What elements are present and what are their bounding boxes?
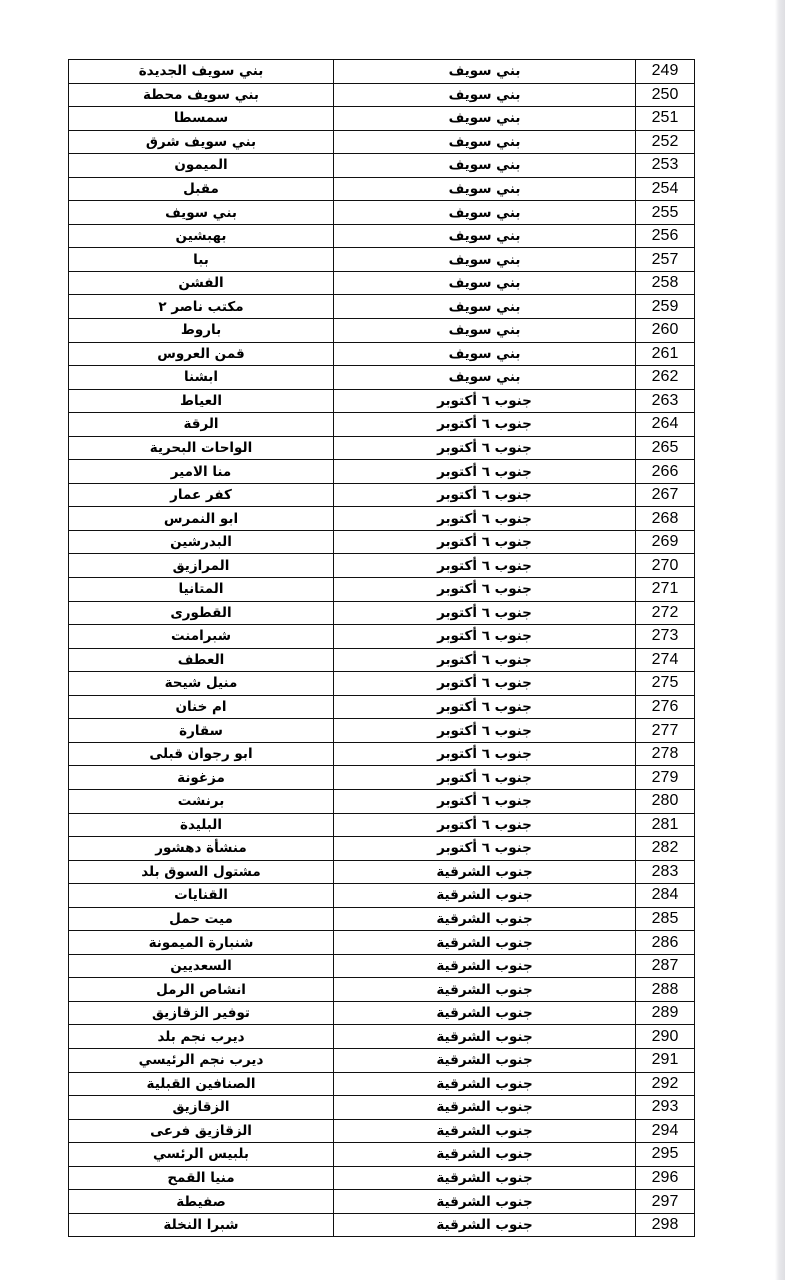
row-number-cell: 260 [636,319,695,343]
row-number-cell: 265 [636,436,695,460]
region-cell: بني سويف [334,248,636,272]
region-cell: جنوب ٦ أكتوبر [334,389,636,413]
row-number-cell: 287 [636,954,695,978]
row-number-cell: 272 [636,601,695,625]
office-name-cell: ببا [69,248,334,272]
table-row [69,625,695,649]
office-name-cell: منشأة دهشور [69,837,334,861]
table-row [69,1001,695,1025]
office-name-cell: الفشن [69,271,334,295]
row-number-cell: 286 [636,931,695,955]
row-number-cell: 262 [636,366,695,390]
table-row [69,60,695,84]
office-name-cell: سمسطا [69,107,334,131]
table-row [69,366,695,390]
table-row [69,1096,695,1120]
row-number-cell: 267 [636,483,695,507]
office-name-cell: ديرب نجم بلد [69,1025,334,1049]
region-cell: بني سويف [334,83,636,107]
row-number-cell: 251 [636,107,695,131]
row-number-cell: 295 [636,1143,695,1167]
table-row [69,601,695,625]
region-cell: جنوب ٦ أكتوبر [334,789,636,813]
office-name-cell: ابو النمرس [69,507,334,531]
row-number-cell: 275 [636,672,695,696]
table-row [69,837,695,861]
table-row [69,695,695,719]
row-number-cell: 285 [636,907,695,931]
table-row [69,766,695,790]
table-row [69,1213,695,1237]
region-cell: بني سويف [334,154,636,178]
office-name-cell: شنبارة الميمونة [69,931,334,955]
row-number-cell: 249 [636,60,695,84]
row-number-cell: 264 [636,413,695,437]
row-number-cell: 250 [636,83,695,107]
region-cell: جنوب ٦ أكتوبر [334,672,636,696]
office-name-cell: بهبشين [69,224,334,248]
region-cell: جنوب الشرقية [334,1025,636,1049]
region-cell: جنوب الشرقية [334,978,636,1002]
region-cell: بني سويف [334,271,636,295]
office-name-cell: سقارة [69,719,334,743]
row-number-cell: 288 [636,978,695,1002]
table-row [69,907,695,931]
table-row [69,319,695,343]
row-number-cell: 270 [636,554,695,578]
table-row [69,978,695,1002]
region-cell: بني سويف [334,342,636,366]
table-row [69,578,695,602]
office-name-cell: البليدة [69,813,334,837]
region-cell: بني سويف [334,201,636,225]
row-number-cell: 283 [636,860,695,884]
region-cell: بني سويف [334,319,636,343]
office-name-cell: القطورى [69,601,334,625]
table-row [69,884,695,908]
region-cell: جنوب ٦ أكتوبر [334,625,636,649]
table-row [69,1048,695,1072]
row-number-cell: 294 [636,1119,695,1143]
office-name-cell: باروط [69,319,334,343]
office-name-cell: صفيطة [69,1190,334,1214]
region-cell: بني سويف [334,107,636,131]
office-name-cell: ام خنان [69,695,334,719]
office-name-cell: شبرا النخلة [69,1213,334,1237]
table-row [69,201,695,225]
region-cell: جنوب ٦ أكتوبر [334,530,636,554]
region-cell: بني سويف [334,366,636,390]
row-number-cell: 273 [636,625,695,649]
table-row [69,389,695,413]
office-name-cell: بني سويف محطة [69,83,334,107]
row-number-cell: 289 [636,1001,695,1025]
table-row [69,648,695,672]
office-name-cell: مقبل [69,177,334,201]
row-number-cell: 258 [636,271,695,295]
region-cell: جنوب ٦ أكتوبر [334,554,636,578]
region-cell: جنوب ٦ أكتوبر [334,460,636,484]
office-name-cell: البدرشين [69,530,334,554]
office-name-cell: ديرب نجم الرئيسي [69,1048,334,1072]
row-number-cell: 253 [636,154,695,178]
table-row [69,931,695,955]
region-cell: جنوب ٦ أكتوبر [334,413,636,437]
row-number-cell: 293 [636,1096,695,1120]
table-row [69,342,695,366]
table-row [69,271,695,295]
region-cell: جنوب ٦ أكتوبر [334,719,636,743]
table-row [69,1072,695,1096]
row-number-cell: 296 [636,1166,695,1190]
office-name-cell: مزغونة [69,766,334,790]
table-row [69,83,695,107]
office-name-cell: بني سويف شرق [69,130,334,154]
table-row [69,130,695,154]
office-name-cell: انشاص الرمل [69,978,334,1002]
region-cell: جنوب ٦ أكتوبر [334,436,636,460]
office-name-cell: بني سويف [69,201,334,225]
office-name-cell: القنايات [69,884,334,908]
region-cell: جنوب الشرقية [334,1143,636,1167]
row-number-cell: 279 [636,766,695,790]
row-number-cell: 282 [636,837,695,861]
region-cell: بني سويف [334,295,636,319]
region-cell: بني سويف [334,130,636,154]
office-name-cell: توفير الزقازيق [69,1001,334,1025]
office-name-cell: المرازيق [69,554,334,578]
region-cell: جنوب الشرقية [334,931,636,955]
table-row [69,1119,695,1143]
row-number-cell: 284 [636,884,695,908]
row-number-cell: 290 [636,1025,695,1049]
table-row [69,483,695,507]
region-cell: جنوب الشرقية [334,860,636,884]
table-row [69,295,695,319]
table-row [69,672,695,696]
table-row [69,436,695,460]
office-name-cell: منيا القمح [69,1166,334,1190]
row-number-cell: 280 [636,789,695,813]
office-name-cell: العياط [69,389,334,413]
row-number-cell: 291 [636,1048,695,1072]
table-row [69,789,695,813]
office-name-cell: منا الامير [69,460,334,484]
office-name-cell: مكتب ناصر ٢ [69,295,334,319]
office-name-cell: الزقازيق فرعى [69,1119,334,1143]
office-name-cell: الميمون [69,154,334,178]
region-cell: جنوب ٦ أكتوبر [334,648,636,672]
row-number-cell: 257 [636,248,695,272]
region-cell: جنوب ٦ أكتوبر [334,837,636,861]
region-cell: جنوب ٦ أكتوبر [334,766,636,790]
region-cell: بني سويف [334,224,636,248]
table-row [69,1143,695,1167]
row-number-cell: 263 [636,389,695,413]
region-cell: جنوب الشرقية [334,1166,636,1190]
region-cell: جنوب الشرقية [334,1119,636,1143]
office-name-cell: قمن العروس [69,342,334,366]
region-cell: جنوب الشرقية [334,1213,636,1237]
region-cell: جنوب ٦ أكتوبر [334,695,636,719]
table-row [69,507,695,531]
region-cell: جنوب ٦ أكتوبر [334,578,636,602]
table-row [69,177,695,201]
row-number-cell: 292 [636,1072,695,1096]
table-row [69,107,695,131]
row-number-cell: 298 [636,1213,695,1237]
row-number-cell: 256 [636,224,695,248]
office-name-cell: الرقة [69,413,334,437]
region-cell: جنوب الشرقية [334,884,636,908]
region-cell: جنوب الشرقية [334,1001,636,1025]
row-number-cell: 255 [636,201,695,225]
region-cell: جنوب الشرقية [334,954,636,978]
region-cell: جنوب الشرقية [334,1048,636,1072]
table-row [69,530,695,554]
row-number-cell: 269 [636,530,695,554]
table-row [69,813,695,837]
region-cell: جنوب ٦ أكتوبر [334,813,636,837]
row-number-cell: 252 [636,130,695,154]
office-name-cell: شبرامنت [69,625,334,649]
table-row [69,1190,695,1214]
table-row [69,224,695,248]
table-row [69,460,695,484]
table-row [69,719,695,743]
table-row [69,742,695,766]
office-name-cell: بني سويف الجديدة [69,60,334,84]
office-name-cell: برنشت [69,789,334,813]
row-number-cell: 278 [636,742,695,766]
row-number-cell: 277 [636,719,695,743]
offices-table [68,59,695,1237]
office-name-cell: منيل شيحة [69,672,334,696]
row-number-cell: 276 [636,695,695,719]
offices-table-body [69,60,695,1237]
office-name-cell: الزقازيق [69,1096,334,1120]
office-name-cell: ميت حمل [69,907,334,931]
office-name-cell: ابو رجوان قبلى [69,742,334,766]
table-row [69,413,695,437]
region-cell: جنوب ٦ أكتوبر [334,601,636,625]
region-cell: جنوب الشرقية [334,1096,636,1120]
office-name-cell: السعديين [69,954,334,978]
region-cell: بني سويف [334,177,636,201]
row-number-cell: 261 [636,342,695,366]
table-row [69,1025,695,1049]
region-cell: جنوب ٦ أكتوبر [334,742,636,766]
row-number-cell: 297 [636,1190,695,1214]
region-cell: جنوب ٦ أكتوبر [334,483,636,507]
row-number-cell: 268 [636,507,695,531]
row-number-cell: 254 [636,177,695,201]
page-edge-shadow [775,0,785,1280]
row-number-cell: 274 [636,648,695,672]
office-name-cell: الواحات البحرية [69,436,334,460]
office-name-cell: ابشنا [69,366,334,390]
region-cell: جنوب الشرقية [334,907,636,931]
table-row [69,248,695,272]
office-name-cell: الصنافين القبلية [69,1072,334,1096]
table-row [69,1166,695,1190]
table-row [69,154,695,178]
row-number-cell: 266 [636,460,695,484]
row-number-cell: 259 [636,295,695,319]
table-row [69,954,695,978]
region-cell: جنوب الشرقية [334,1072,636,1096]
table-row [69,860,695,884]
table-row [69,554,695,578]
office-name-cell: المتانيا [69,578,334,602]
region-cell: جنوب الشرقية [334,1190,636,1214]
office-name-cell: كفر عمار [69,483,334,507]
office-name-cell: بلبيس الرئسي [69,1143,334,1167]
office-name-cell: مشتول السوق بلد [69,860,334,884]
row-number-cell: 271 [636,578,695,602]
row-number-cell: 281 [636,813,695,837]
region-cell: جنوب ٦ أكتوبر [334,507,636,531]
region-cell: بني سويف [334,60,636,84]
office-name-cell: العطف [69,648,334,672]
offices-table-container [68,59,694,1237]
